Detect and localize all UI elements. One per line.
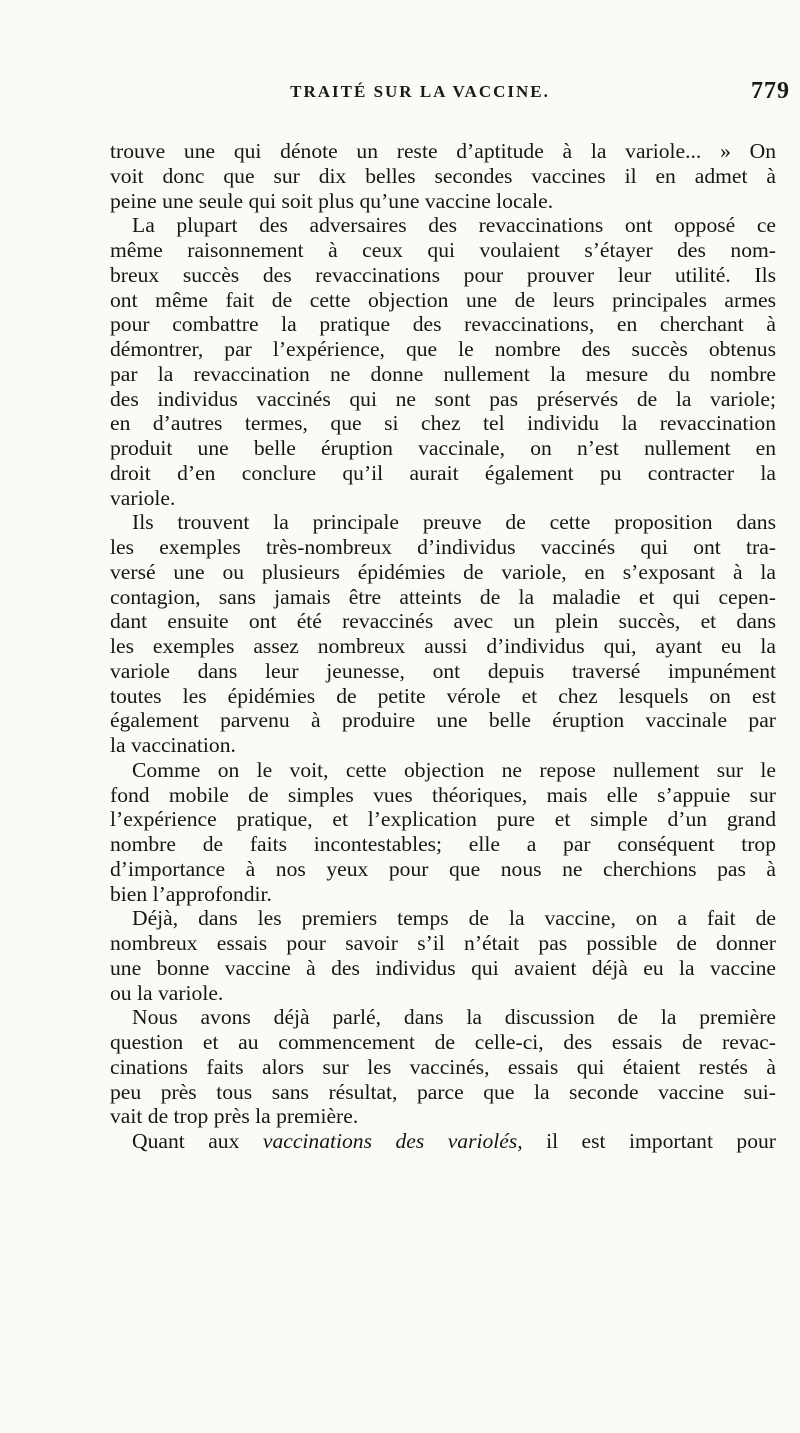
text-line-content: cinations faits alors sur les vaccinés, essais qui étaient restés à (110, 1054, 776, 1079)
text-line (110, 1030, 776, 1055)
text-line-content: versé une ou plusieurs épidémies de variole, en s’exposant à la (110, 559, 776, 584)
text-line (110, 1129, 776, 1154)
text-line (110, 560, 776, 585)
text-line-content: en d’autres termes, que si chez tel individu la revaccination (110, 411, 776, 436)
text-line (110, 733, 776, 758)
text-line (110, 906, 776, 931)
text-line-content: une bonne vaccine à des individus qui avaient déjà eu la vaccine (110, 955, 776, 980)
text-line-content: voit donc que sur dix belles secondes vaccines il en admet à (110, 163, 776, 188)
text-line-content: produit une belle éruption vaccinale, on n’est nullement en (110, 436, 776, 460)
text-line (110, 882, 776, 907)
text-line (110, 288, 776, 313)
text-line (110, 213, 776, 238)
text-line-content: droit d’en conclure qu’il aurait également pu contracter la (110, 460, 776, 485)
text-line-content: même raisonnement à ceux qui voulaient s’étayer des nom- (110, 238, 776, 262)
text-line-content: ont même fait de cette objection une de leurs principales armes (110, 287, 776, 312)
text-line (110, 1080, 776, 1105)
text-line-content: Nous avons déjà parlé, dans la discussion de la première (132, 1005, 776, 1030)
text-line (110, 510, 776, 535)
text-line (110, 931, 776, 956)
text-line-content: démontrer, par l’expérience, que le nombre des succès obtenus (110, 337, 776, 361)
text-line (110, 164, 776, 189)
text-line (110, 189, 776, 214)
text-line-content: Ils trouvent la principale preuve de cette proposition dans (132, 510, 776, 535)
text-line-content: les exemples assez nombreux aussi d’individus qui, ayant eu la (110, 634, 776, 658)
text-line-content: d’importance à nos yeux pour que nous ne cherchions pas à (110, 856, 776, 881)
text-line-content: trouve une qui dénote un reste d’aptitude à la variole... » On (110, 139, 776, 163)
text-line (110, 312, 776, 337)
text-line (110, 362, 776, 387)
text-line-content: question et au commencement de celle-ci, des essais de revac- (110, 1030, 776, 1054)
text-line (110, 337, 776, 362)
text-line (110, 832, 776, 857)
text-line-content: également parvenu à produire une belle éruption vaccinale par (110, 708, 776, 733)
text-line-content: contagion, sans jamais être atteints de la maladie et qui cepen- (110, 584, 776, 609)
text-line-content: breux succès des revaccinations pour prouver leur utilité. Ils (110, 262, 776, 287)
text-line-content: Comme on le voit, cette objection ne repose nullement sur le (132, 757, 776, 782)
page-header (110, 78, 790, 112)
text-line (110, 387, 776, 412)
text-line (110, 981, 776, 1006)
text-line-content: Quant aux (132, 1129, 263, 1153)
text-line (110, 807, 776, 832)
text-line (110, 857, 776, 882)
text-line (110, 708, 776, 733)
text-line (110, 486, 776, 511)
italic-phrase: vaccinations des variolés, (262, 1129, 523, 1153)
text-line (110, 411, 776, 436)
text-line-content: variole dans leur jeunesse, ont depuis traversé impunément (110, 658, 776, 683)
text-line-content: fond mobile de simples vues théoriques, mais elle s’appuie sur (110, 782, 776, 807)
text-line (110, 609, 776, 634)
text-line (110, 436, 776, 461)
text-line (110, 535, 776, 560)
page-number: 779 (751, 78, 790, 104)
text-line-content: des individus vaccinés qui ne sont pas préservés de la variole; (110, 386, 776, 411)
text-line-content: La plupart des adversaires des revaccinations ont opposé ce (132, 213, 776, 238)
text-line (110, 1005, 776, 1030)
text-line (110, 238, 776, 263)
text-line (110, 1055, 776, 1080)
text-line-content: variole. (110, 485, 176, 510)
text-line-content: pour combattre la pratique des revaccinations, en cherchant à (110, 312, 776, 337)
text-line (110, 585, 776, 610)
text-line-content: toutes les épidémies de petite vérole et chez lesquels on est (110, 683, 776, 708)
text-line-content: Déjà, dans les premiers temps de la vaccine, on a fait de (132, 906, 776, 931)
text-line (110, 758, 776, 783)
body-text (110, 139, 776, 1154)
text-line (110, 461, 776, 486)
text-line (110, 783, 776, 808)
text-line (110, 659, 776, 684)
text-line-content: ou la variole. (110, 980, 224, 1005)
text-line-content: dant ensuite ont été revaccinés avec un plein succès, et dans (110, 609, 776, 634)
text-line-content: vait de trop près la première. (110, 1104, 359, 1129)
text-line-content: les exemples très-nombreux d’individus vaccinés qui ont tra- (110, 535, 776, 559)
text-line-content: peu près tous sans résultat, parce que la seconde vaccine sui- (110, 1079, 776, 1104)
running-head: TRAITÉ SUR LA VACCINE. (290, 82, 550, 101)
text-line-content: nombre de faits incontestables; elle a par conséquent trop (110, 832, 776, 856)
text-line (110, 263, 776, 288)
text-line (110, 1104, 776, 1129)
text-line-content: peine une seule qui soit plus qu’une vaccine locale. (110, 188, 554, 213)
text-line-content: bien l’approfondir. (110, 881, 272, 906)
text-line-content: la vaccination. (110, 733, 236, 757)
text-line-content: par la revaccination ne donne nullement la mesure du nombre (110, 361, 776, 386)
text-line-content: nombreux essais pour savoir s’il n’était pas possible de donner (110, 931, 776, 955)
text-line (110, 956, 776, 981)
text-line-tail: il est important pour (522, 1129, 776, 1153)
text-line-content: l’expérience pratique, et l’explication pure et simple d’un grand (110, 807, 776, 832)
text-line (110, 634, 776, 659)
text-line (110, 139, 776, 164)
text-line (110, 684, 776, 709)
